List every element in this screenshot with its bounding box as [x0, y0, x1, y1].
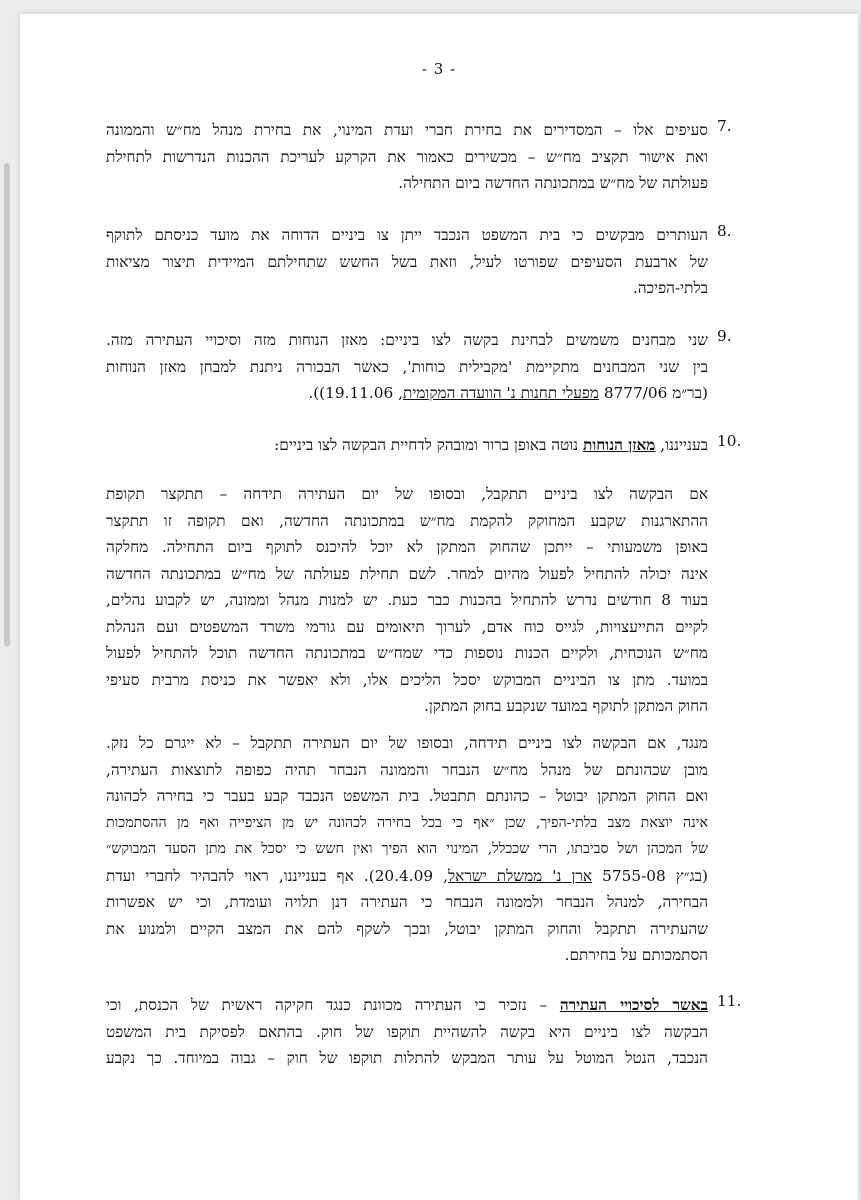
- intro-text: נוטה באופן ברור ומובהק לדחיית הבקשה לצו ביניים:: [274, 436, 583, 454]
- paragraph-11: [106, 992, 708, 1072]
- paragraph-number: 7.: [717, 117, 732, 135]
- text-line: שהעתירה תתקבל והחוק המתקן יבוטל, ובכך לשקף להם את המצב הקיים ולמנוע את: [106, 919, 708, 938]
- text-line: פעולתה של מח״ש במתכונתה החדשה ביום התחילה.: [398, 174, 708, 192]
- paragraph-9: [106, 327, 708, 407]
- indented-block-2: [106, 730, 708, 969]
- paragraph-number: 10.: [717, 432, 742, 450]
- emphasis-balance-of-convenience: מאזן הנוחות: [583, 436, 656, 454]
- text-line: הנכבד, הנטל המוטל על עותר המבקש להתלות תוקפו של חוק – גבוה במיוחד. כך נקבע: [106, 1049, 708, 1067]
- text-line: אם הבקשה לצו ביניים תתקבל, ובסופו של יום העתירה תידחה – תתקצר תקופת: [106, 485, 708, 503]
- paragraph-7: [106, 117, 708, 197]
- paragraph-number: 11.: [717, 992, 742, 1010]
- text-line: שני מבחנים משמשים לבחינת בקשה לצו ביניים: מאזן הנוחות מזה וסיכויי העתירה מזה.: [106, 331, 708, 349]
- case-citation: מפעלי תחנות נ' הוועדה המקומית: [403, 384, 599, 402]
- text-line: (בג״ץ 5755-08 ארן נ' ממשלת ישראל, 20.4.09). אף בענייננו, ראוי להבהיר לחברי ועדת: [106, 866, 708, 885]
- text-line: בעוד 8 חודשים נדרש להתחיל בהכנות כבר כעת. יש למנות מנהל וממונה, יש לקבוע נהלים,: [106, 591, 708, 609]
- intro-text: בענייננו,: [655, 436, 708, 454]
- text-line: הבקשה לצו ביניים היא בקשה להשהיית תוקפו של חוק. בהתאם לפסיקת בית המשפט: [106, 1022, 708, 1041]
- text-line: מח״ש הנוכחית, ולקיים הכנות נוספות כדי שמח״ש במתכונתה החדשה תוכל להתחיל לפעול: [106, 644, 708, 662]
- paragraph-number: 8.: [717, 222, 732, 240]
- text-line: של המכהן ושל סביבתו, הרי שככלל, המינוי הוא הפיך ואין חשש כי יסכל את מתן הסעד המבוקש״: [106, 841, 708, 857]
- text-line: בלתי-הפיכה.: [633, 279, 708, 297]
- text-line: לקיים התייעצויות, לגייס כוח אדם, לערוך תיאומים עם גורמי משרד המשפטים ועם הנהלת: [106, 617, 708, 636]
- text-line: העותרים מבקשים כי בית המשפט הנכבד ייתן צו ביניים הדוחה את מועד כניסתם לתוקף: [106, 226, 708, 244]
- text-line: (בר״מ 8777/06 מפעלי תחנות נ' הוועדה המקומית, 19.11.06)).: [308, 384, 708, 402]
- paragraph-number: 9.: [717, 327, 732, 345]
- text-line: ההתארגנות שקבע המחוקק להקמת מח״ש במתכונתה החדשה, ואם תקופה זו תתקצר: [106, 511, 708, 530]
- text-line: הבחירה, למנהל הנבחר ולממונה הנבחר כי העתירה דנן תלויה ועומדת, וכי יש אפשרות: [106, 893, 708, 911]
- paragraph-8: [106, 222, 708, 302]
- text-line: ואת אישור תקציב מח״ש – מכשירים כאמור את הקרקע לעריכת ההכנות הנדרשות לתחילת: [106, 147, 708, 166]
- text-line: הסתמכותם על בחירתם.: [564, 946, 708, 964]
- text-line: סעיפים אלו – המסדירים את בחירת חברי ועדת המינוי, את בחירת מנהל מח״ש והממונה: [106, 121, 708, 139]
- text-line: ואם החוק המתקן יבוטל – כהונתם תתבטל. בית המשפט הנכבד קבע בעבר כי בחירה לכהונה: [106, 787, 708, 805]
- indented-block-1: [106, 481, 708, 720]
- emphasis-petition-chances: באשר לסיכויי העתירה: [559, 996, 709, 1014]
- text-line: מובן שכהונתם של מנהל מח״ש הנבחר והממונה הנבחר תהיה כפופה לתוצאות העתירה,: [106, 760, 708, 779]
- case-citation: ארן נ' ממשלת ישראל: [448, 866, 593, 885]
- text-line: החוק המתקן לתוקף במועד שנקבע בחוק המתקן.: [424, 697, 708, 715]
- text-line: אינה יכולה להתחיל לפעול מהיום למחר. לשם תחילת פעולתה של מח״ש במתכונתה החדשה: [106, 564, 708, 583]
- document-page: [20, 14, 858, 1200]
- vertical-scrollbar[interactable]: [4, 163, 10, 647]
- text-line: בין שני המבחנים מתקיימת 'מקבילית כוחות', כאשר הבכורה ניתנת למבחן מאזן הנוחות: [106, 357, 708, 376]
- text-line: באופן משמעותי – ייתכן שהחוק המתקן לא יוכל להיכנס לתוקף ביום התחילה. מחלקה: [106, 538, 708, 556]
- text-line: של ארבעת הסעיפים שפורטו לעיל, וזאת בשל החשש שתחילתם המיידית תיצור מציאות: [106, 252, 708, 271]
- text-line: מנגד, אם הבקשה לצו ביניים תידחה, ובסופו של יום העתירה תתקבל – לא ייגרם כל נזק.: [106, 734, 708, 752]
- text-segment: – נזכיר כי העתירה מכוונת כנגד חקיקה ראשית של הכנסת, וכי: [106, 996, 560, 1014]
- paragraph-10-intro: [106, 432, 708, 459]
- text-line: אינה יוצאת מצב בלתי-הפיך, שכן ״אף כי בכל בחירה לכהונה יש מן הציפייה ואף מן ההסתמכות: [106, 814, 708, 831]
- text-line: במועד. מתן צו הביניים המבוקש יסכל הליכים אלו, ולא יאפשר את כניסת מרבית סעיפי: [106, 670, 708, 689]
- page-number: - 3 -: [421, 60, 457, 78]
